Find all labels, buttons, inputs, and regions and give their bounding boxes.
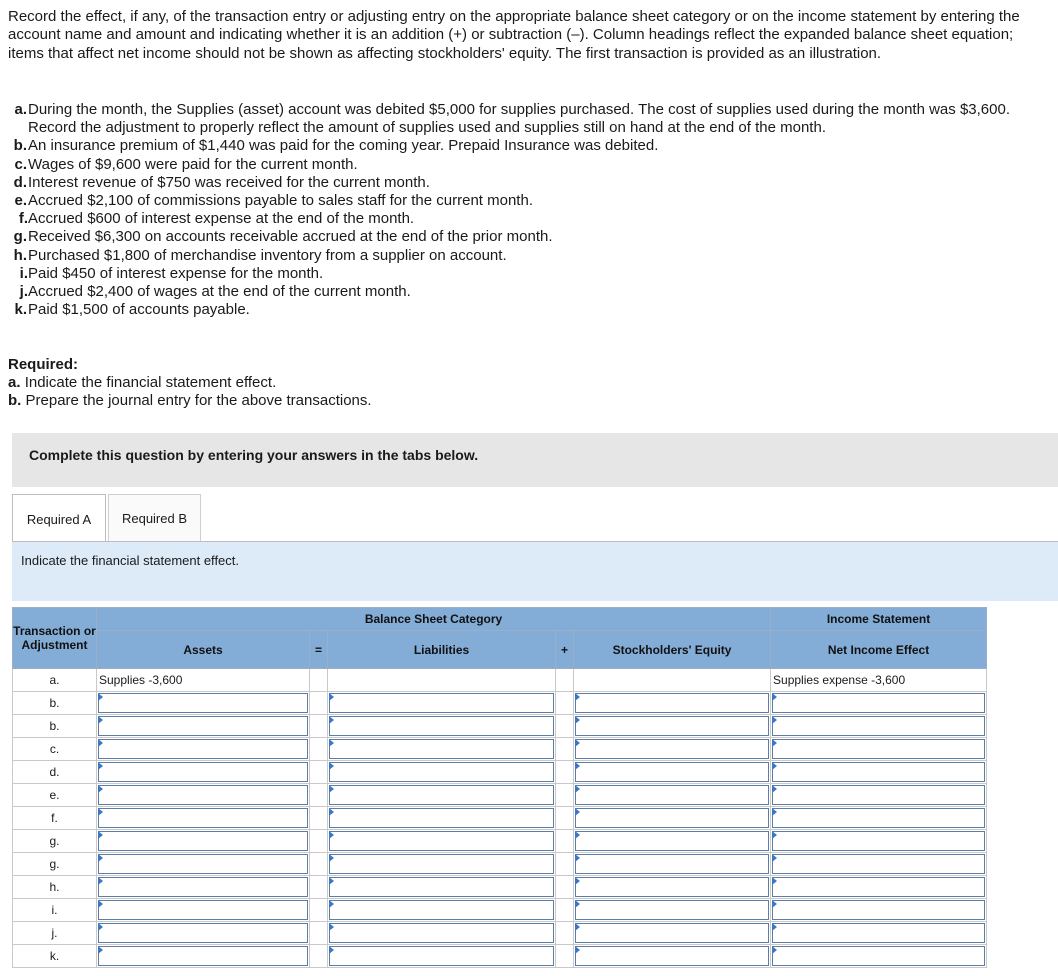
dropdown-arrow-icon xyxy=(772,877,777,885)
table-row xyxy=(13,715,987,738)
equals-cell xyxy=(310,715,328,738)
row-label: c. xyxy=(13,738,97,761)
header-transaction: Transaction or Adjustment xyxy=(13,608,97,669)
dropdown-arrow-icon xyxy=(575,808,580,816)
dropdown-arrow-icon xyxy=(329,762,334,770)
liabilities-dropdown[interactable] xyxy=(328,830,556,853)
header-plus: + xyxy=(556,631,574,669)
assets-dropdown[interactable] xyxy=(97,945,310,968)
financial-effect-table xyxy=(12,607,987,968)
plus-cell xyxy=(556,669,574,692)
plus-cell xyxy=(556,715,574,738)
dropdown-arrow-icon xyxy=(772,946,777,954)
list-item: k. Paid $1,500 of accounts payable. xyxy=(14,301,250,319)
row-label: b. xyxy=(13,692,97,715)
dropdown-arrow-icon xyxy=(772,923,777,931)
table-row xyxy=(13,899,987,922)
table-row xyxy=(13,692,987,715)
liabilities-dropdown[interactable] xyxy=(328,922,556,945)
plus-cell xyxy=(556,945,574,968)
net-income-dropdown[interactable] xyxy=(771,715,987,738)
row-label: h. xyxy=(13,876,97,899)
dropdown-arrow-icon xyxy=(575,900,580,908)
instructions-text: Record the effect, if any, of the transaction entry or adjusting entry on the appropriate balance sheet category or on the income statement by entering the account name and amount and indicating whether it is an addition (+) or subtraction (–). Column headings reflect the expanded balance sheet equation; items that affect net income should not be shown as affecting stockholders' equity. The first transaction is provided as an illustration. xyxy=(8,8,1020,62)
equals-cell xyxy=(310,761,328,784)
liabilities-dropdown[interactable] xyxy=(328,876,556,899)
header-net-income: Net Income Effect xyxy=(771,631,987,669)
net-income-dropdown[interactable] xyxy=(771,830,987,853)
assets-cell: Supplies -3,600 xyxy=(97,669,310,692)
liabilities-dropdown[interactable] xyxy=(328,945,556,968)
equals-cell xyxy=(310,853,328,876)
required-section xyxy=(8,356,372,411)
dropdown-arrow-icon xyxy=(329,808,334,816)
dropdown-arrow-icon xyxy=(98,877,103,885)
equals-cell xyxy=(310,807,328,830)
list-item: c. Wages of $9,600 were paid for the current month. xyxy=(14,155,358,173)
plus-cell xyxy=(556,830,574,853)
net-income-dropdown[interactable] xyxy=(771,738,987,761)
row-label: i. xyxy=(13,899,97,922)
equals-cell xyxy=(310,692,328,715)
list-item: i. Paid $450 of interest expense for the month. xyxy=(19,264,324,282)
dropdown-arrow-icon xyxy=(329,831,334,839)
equity-dropdown[interactable] xyxy=(574,784,771,807)
plus-cell xyxy=(556,876,574,899)
list-item: e. Accrued $2,100 of commissions payable to sales staff for the current month. xyxy=(14,192,533,210)
plus-cell xyxy=(556,922,574,945)
table-row xyxy=(13,945,987,968)
row-label: j. xyxy=(13,922,97,945)
header-balance-sheet: Balance Sheet Category xyxy=(97,608,771,631)
table-row xyxy=(13,922,987,945)
table-row xyxy=(13,876,987,899)
dropdown-arrow-icon xyxy=(98,946,103,954)
header-stockholders-equity: Stockholders' Equity xyxy=(574,631,771,669)
assets-dropdown[interactable] xyxy=(97,715,310,738)
transaction-list xyxy=(8,101,1048,319)
liabilities-dropdown[interactable] xyxy=(328,738,556,761)
required-heading: Required: xyxy=(8,356,79,373)
liabilities-dropdown[interactable] xyxy=(328,692,556,715)
dropdown-arrow-icon xyxy=(772,716,777,724)
dropdown-arrow-icon xyxy=(575,923,580,931)
equity-cell xyxy=(574,669,771,692)
assets-dropdown[interactable] xyxy=(97,922,310,945)
plus-cell xyxy=(556,738,574,761)
equity-dropdown[interactable] xyxy=(574,853,771,876)
plus-cell xyxy=(556,692,574,715)
net-income-dropdown[interactable] xyxy=(771,922,987,945)
assets-dropdown[interactable] xyxy=(97,899,310,922)
equity-dropdown[interactable] xyxy=(574,692,771,715)
row-label: b. xyxy=(13,715,97,738)
dropdown-arrow-icon xyxy=(575,831,580,839)
dropdown-arrow-icon xyxy=(575,785,580,793)
equity-dropdown[interactable] xyxy=(574,830,771,853)
dropdown-arrow-icon xyxy=(575,854,580,862)
dropdown-arrow-icon xyxy=(98,693,103,701)
plus-cell xyxy=(556,853,574,876)
equity-dropdown[interactable] xyxy=(574,738,771,761)
row-label: k. xyxy=(13,945,97,968)
dropdown-arrow-icon xyxy=(575,716,580,724)
row-label: f. xyxy=(13,807,97,830)
dropdown-arrow-icon xyxy=(329,946,334,954)
plus-cell xyxy=(556,807,574,830)
equals-cell xyxy=(310,830,328,853)
dropdown-arrow-icon xyxy=(575,739,580,747)
row-label: a. xyxy=(13,669,97,692)
dropdown-arrow-icon xyxy=(98,900,103,908)
row-label: d. xyxy=(13,761,97,784)
assets-dropdown[interactable] xyxy=(97,853,310,876)
assets-dropdown[interactable] xyxy=(97,692,310,715)
header-income-statement: Income Statement xyxy=(771,608,987,631)
dropdown-arrow-icon xyxy=(772,785,777,793)
liabilities-dropdown[interactable] xyxy=(328,807,556,830)
equity-dropdown[interactable] xyxy=(574,922,771,945)
tab-panel-header: Indicate the financial statement effect. xyxy=(12,542,1058,601)
required-item-a: a. Indicate the financial statement effect. xyxy=(8,374,277,392)
dropdown-arrow-icon xyxy=(772,900,777,908)
dropdown-arrow-icon xyxy=(772,693,777,701)
net-income-dropdown[interactable] xyxy=(771,807,987,830)
dropdown-arrow-icon xyxy=(575,762,580,770)
equity-dropdown[interactable] xyxy=(574,761,771,784)
dropdown-arrow-icon xyxy=(772,762,777,770)
equity-dropdown[interactable] xyxy=(574,899,771,922)
dropdown-arrow-icon xyxy=(98,739,103,747)
row-label: g. xyxy=(13,853,97,876)
dropdown-arrow-icon xyxy=(98,762,103,770)
net-income-cell: Supplies expense -3,600 xyxy=(771,669,987,692)
liabilities-cell xyxy=(328,669,556,692)
equals-cell xyxy=(310,738,328,761)
assets-dropdown[interactable] xyxy=(97,876,310,899)
assets-dropdown[interactable] xyxy=(97,761,310,784)
dropdown-arrow-icon xyxy=(329,900,334,908)
equals-cell xyxy=(310,922,328,945)
dropdown-arrow-icon xyxy=(98,854,103,862)
tab-required-b[interactable]: Required B xyxy=(108,494,201,541)
liabilities-dropdown[interactable] xyxy=(328,899,556,922)
equals-cell xyxy=(310,945,328,968)
row-label: g. xyxy=(13,830,97,853)
equals-cell xyxy=(310,784,328,807)
dropdown-arrow-icon xyxy=(329,854,334,862)
assets-dropdown[interactable] xyxy=(97,807,310,830)
dropdown-arrow-icon xyxy=(575,877,580,885)
dropdown-arrow-icon xyxy=(329,739,334,747)
table-row xyxy=(13,669,987,692)
net-income-dropdown[interactable] xyxy=(771,761,987,784)
liabilities-dropdown[interactable] xyxy=(328,715,556,738)
dropdown-arrow-icon xyxy=(575,946,580,954)
equity-dropdown[interactable] xyxy=(574,715,771,738)
table-row xyxy=(13,853,987,876)
list-item: d. Interest revenue of $750 was received for the current month. xyxy=(13,173,430,191)
dropdown-arrow-icon xyxy=(772,854,777,862)
list-item: g. Received $6,300 on accounts receivable accrued at the end of the prior month. xyxy=(13,228,553,246)
dropdown-arrow-icon xyxy=(329,716,334,724)
table-row xyxy=(13,761,987,784)
dropdown-arrow-icon xyxy=(575,693,580,701)
required-item-b: b. Prepare the journal entry for the above transactions. xyxy=(8,392,372,410)
dropdown-arrow-icon xyxy=(98,923,103,931)
equity-dropdown[interactable] xyxy=(574,876,771,899)
dropdown-arrow-icon xyxy=(772,831,777,839)
equity-dropdown[interactable] xyxy=(574,807,771,830)
dropdown-arrow-icon xyxy=(329,693,334,701)
equity-dropdown[interactable] xyxy=(574,945,771,968)
header-assets: Assets xyxy=(97,631,310,669)
row-label: e. xyxy=(13,784,97,807)
equals-cell xyxy=(310,669,328,692)
list-item: j. Accrued $2,400 of wages at the end of the current month. xyxy=(19,283,411,301)
dropdown-arrow-icon xyxy=(772,739,777,747)
tab-required-a[interactable]: Required A xyxy=(12,494,106,543)
liabilities-dropdown[interactable] xyxy=(328,784,556,807)
plus-cell xyxy=(556,784,574,807)
list-item: a. During the month, the Supplies (asset) account was debited $5,000 for supplies purchased. The cost of supplies used during the month was $3,600. Record the adjustment to properly reflect the amount of supplies used and supplies still on hand at the end of the month. xyxy=(14,101,1010,137)
table-row xyxy=(13,784,987,807)
header-liabilities: Liabilities xyxy=(328,631,556,669)
assets-dropdown[interactable] xyxy=(97,738,310,761)
plus-cell xyxy=(556,761,574,784)
dropdown-arrow-icon xyxy=(98,716,103,724)
list-item: h. Purchased $1,800 of merchandise inventory from a supplier on account. xyxy=(13,246,507,264)
liabilities-dropdown[interactable] xyxy=(328,853,556,876)
table-row xyxy=(13,738,987,761)
header-equals: = xyxy=(310,631,328,669)
table-row xyxy=(13,807,987,830)
net-income-dropdown[interactable] xyxy=(771,876,987,899)
list-item: f. Accrued $600 of interest expense at the end of the month. xyxy=(18,210,415,228)
dropdown-arrow-icon xyxy=(329,877,334,885)
equals-cell xyxy=(310,876,328,899)
net-income-dropdown[interactable] xyxy=(771,945,987,968)
dropdown-arrow-icon xyxy=(98,808,103,816)
dropdown-arrow-icon xyxy=(98,831,103,839)
plus-cell xyxy=(556,899,574,922)
assets-dropdown[interactable] xyxy=(97,784,310,807)
equals-cell xyxy=(310,899,328,922)
net-income-dropdown[interactable] xyxy=(771,692,987,715)
dropdown-arrow-icon xyxy=(98,785,103,793)
assets-dropdown[interactable] xyxy=(97,830,310,853)
liabilities-dropdown[interactable] xyxy=(328,761,556,784)
dropdown-arrow-icon xyxy=(329,785,334,793)
net-income-dropdown[interactable] xyxy=(771,853,987,876)
dropdown-arrow-icon xyxy=(329,923,334,931)
net-income-dropdown[interactable] xyxy=(771,899,987,922)
dropdown-arrow-icon xyxy=(772,808,777,816)
list-item: b. An insurance premium of $1,440 was paid for the coming year. Prepaid Insurance was debited. xyxy=(13,137,659,155)
net-income-dropdown[interactable] xyxy=(771,784,987,807)
table-row xyxy=(13,830,987,853)
instruction-banner: Complete this question by entering your answers in the tabs below. xyxy=(12,433,1058,487)
